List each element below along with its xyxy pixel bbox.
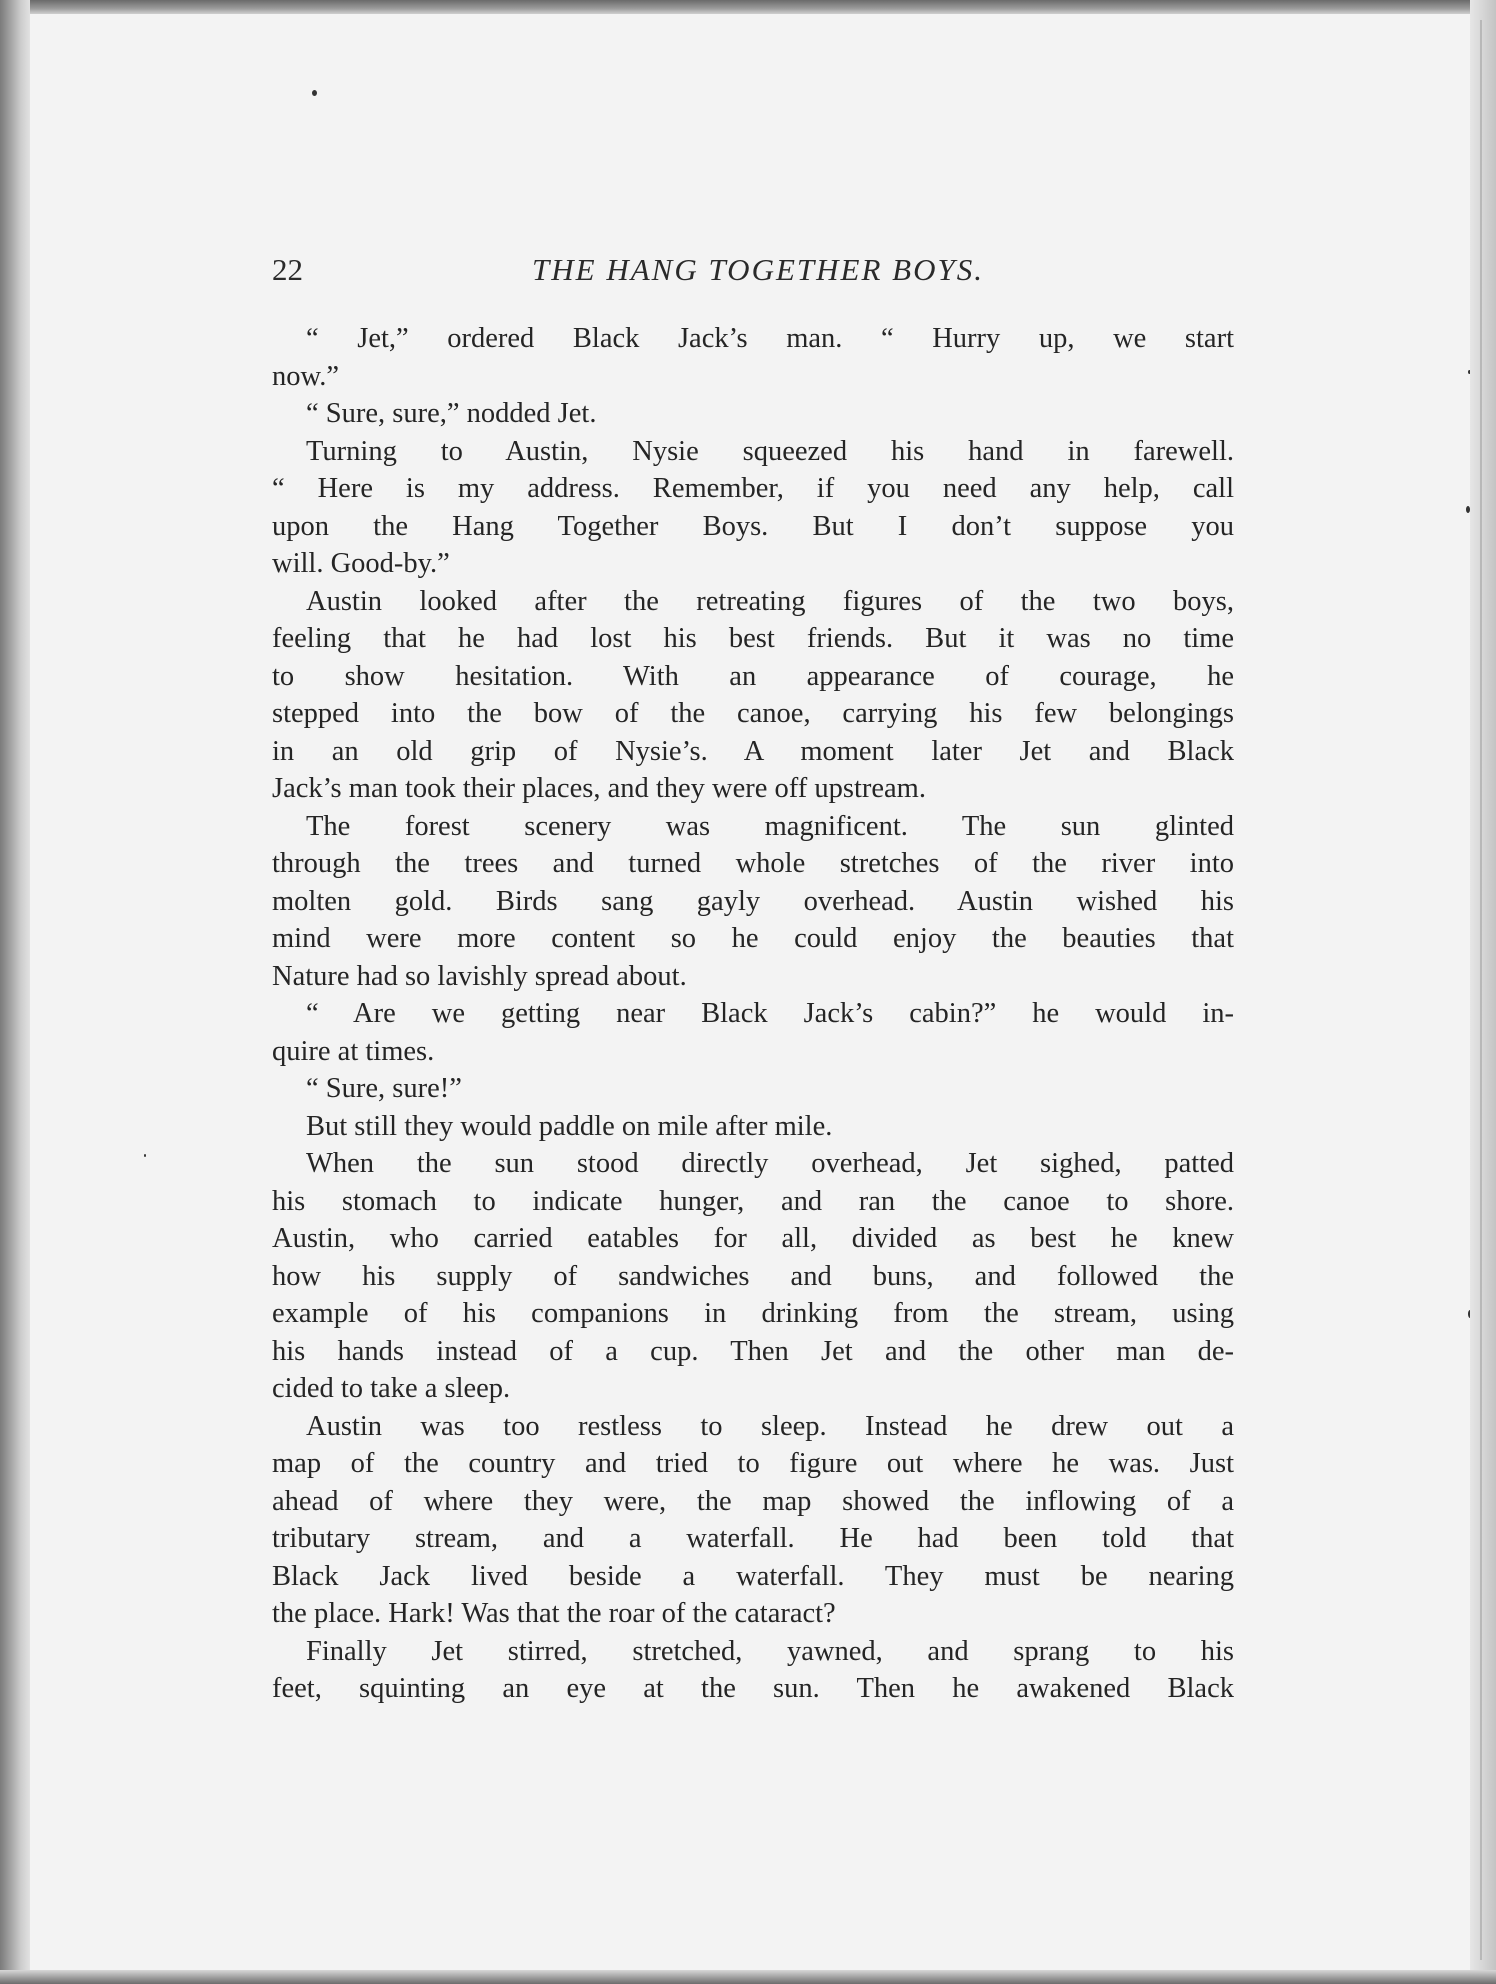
text-line: feet, squinting an eye at the sun. Then he awakened Black [272,1673,1234,1704]
text-line: upon the Hang Together Boys. But I don’t suppose you [272,510,1234,542]
text-line: his hands instead of a cup. Then Jet and the other man de- [272,1335,1234,1367]
text-line: example of his companions in drinking from the stream, using [272,1298,1234,1329]
dust-speck [312,90,317,96]
page-header [272,248,1234,292]
text-line: stepped into the bow of the canoe, carrying his few belongings [272,698,1234,729]
text-line: Finally Jet stirred, stretched, yawned, and sprang to his [306,1635,1234,1667]
text-line: “ Here is my address. Remember, if you need any help, call [272,473,1234,504]
page-number: 22 [272,252,303,287]
text-line: quire at times. [272,1035,435,1067]
text-line: now.” [272,360,340,392]
text-line: The forest scenery was magnificent. The sun glinted [306,810,1234,842]
text-line: mind were more content so he could enjoy the beauties that [272,923,1234,954]
text-line: Jack’s man took their places, and they were off upstream. [272,773,926,804]
bottom-page-edge [0,1970,1496,1984]
body-text [272,320,1234,1708]
text-line: how his supply of sandwiches and buns, and followed the [272,1260,1234,1292]
text-line: his stomach to indicate hunger, and ran the canoe to shore. [272,1185,1234,1217]
text-line: Austin, who carried eatables for all, divided as best he knew [272,1223,1234,1254]
text-line: to show hesitation. With an appearance of courage, he [272,660,1234,692]
text-line: Austin was too restless to sleep. Instead he drew out a [306,1410,1234,1442]
text-line: Turning to Austin, Nysie squeezed his hand in farewell. [306,435,1234,467]
text-line: “ Sure, sure!” [306,1073,462,1104]
text-line: But still they would paddle on mile after mile. [306,1110,833,1142]
text-line: When the sun stood directly overhead, Jet sighed, patted [306,1148,1234,1179]
running-title: THE HANG TOGETHER BOYS. [532,252,984,287]
dust-speck [144,1154,146,1157]
text-line: map of the country and tried to figure out where he was. Just [272,1448,1234,1479]
text-line: in an old grip of Nysie’s. A moment later Jet and Black [272,735,1234,767]
text-line: through the trees and turned whole stretches of the river into [272,848,1234,879]
text-line: Austin looked after the retreating figures of the two boys, [306,585,1234,617]
text-line: molten gold. Birds sang gayly overhead. Austin wished his [272,885,1234,917]
text-line: “ Are we getting near Black Jack’s cabin?” he would in- [306,998,1234,1029]
right-page-edge [1470,0,1496,1984]
text-line: will. Good-by.” [272,548,450,579]
left-binding-edge [0,0,30,1984]
text-line: ahead of where they were, the map showed the inflowing of a [272,1485,1234,1517]
text-line: Nature had so lavishly spread about. [272,960,687,992]
text-line: cided to take a sleep. [272,1373,511,1404]
text-line: “ Jet,” ordered Black Jack’s man. “ Hurry up, we start [306,323,1234,354]
top-binding-edge [0,0,1496,14]
text-line: Black Jack lived beside a waterfall. They must be nearing [272,1560,1234,1592]
right-page-edge-line [1480,20,1482,1960]
text-line: “ Sure, sure,” nodded Jet. [306,398,597,429]
text-line: feeling that he had lost his best friends. But it was no time [272,623,1234,654]
text-line: tributary stream, and a waterfall. He had been told that [272,1523,1234,1554]
text-line: the place. Hark! Was that the roar of the cataract? [272,1598,836,1629]
